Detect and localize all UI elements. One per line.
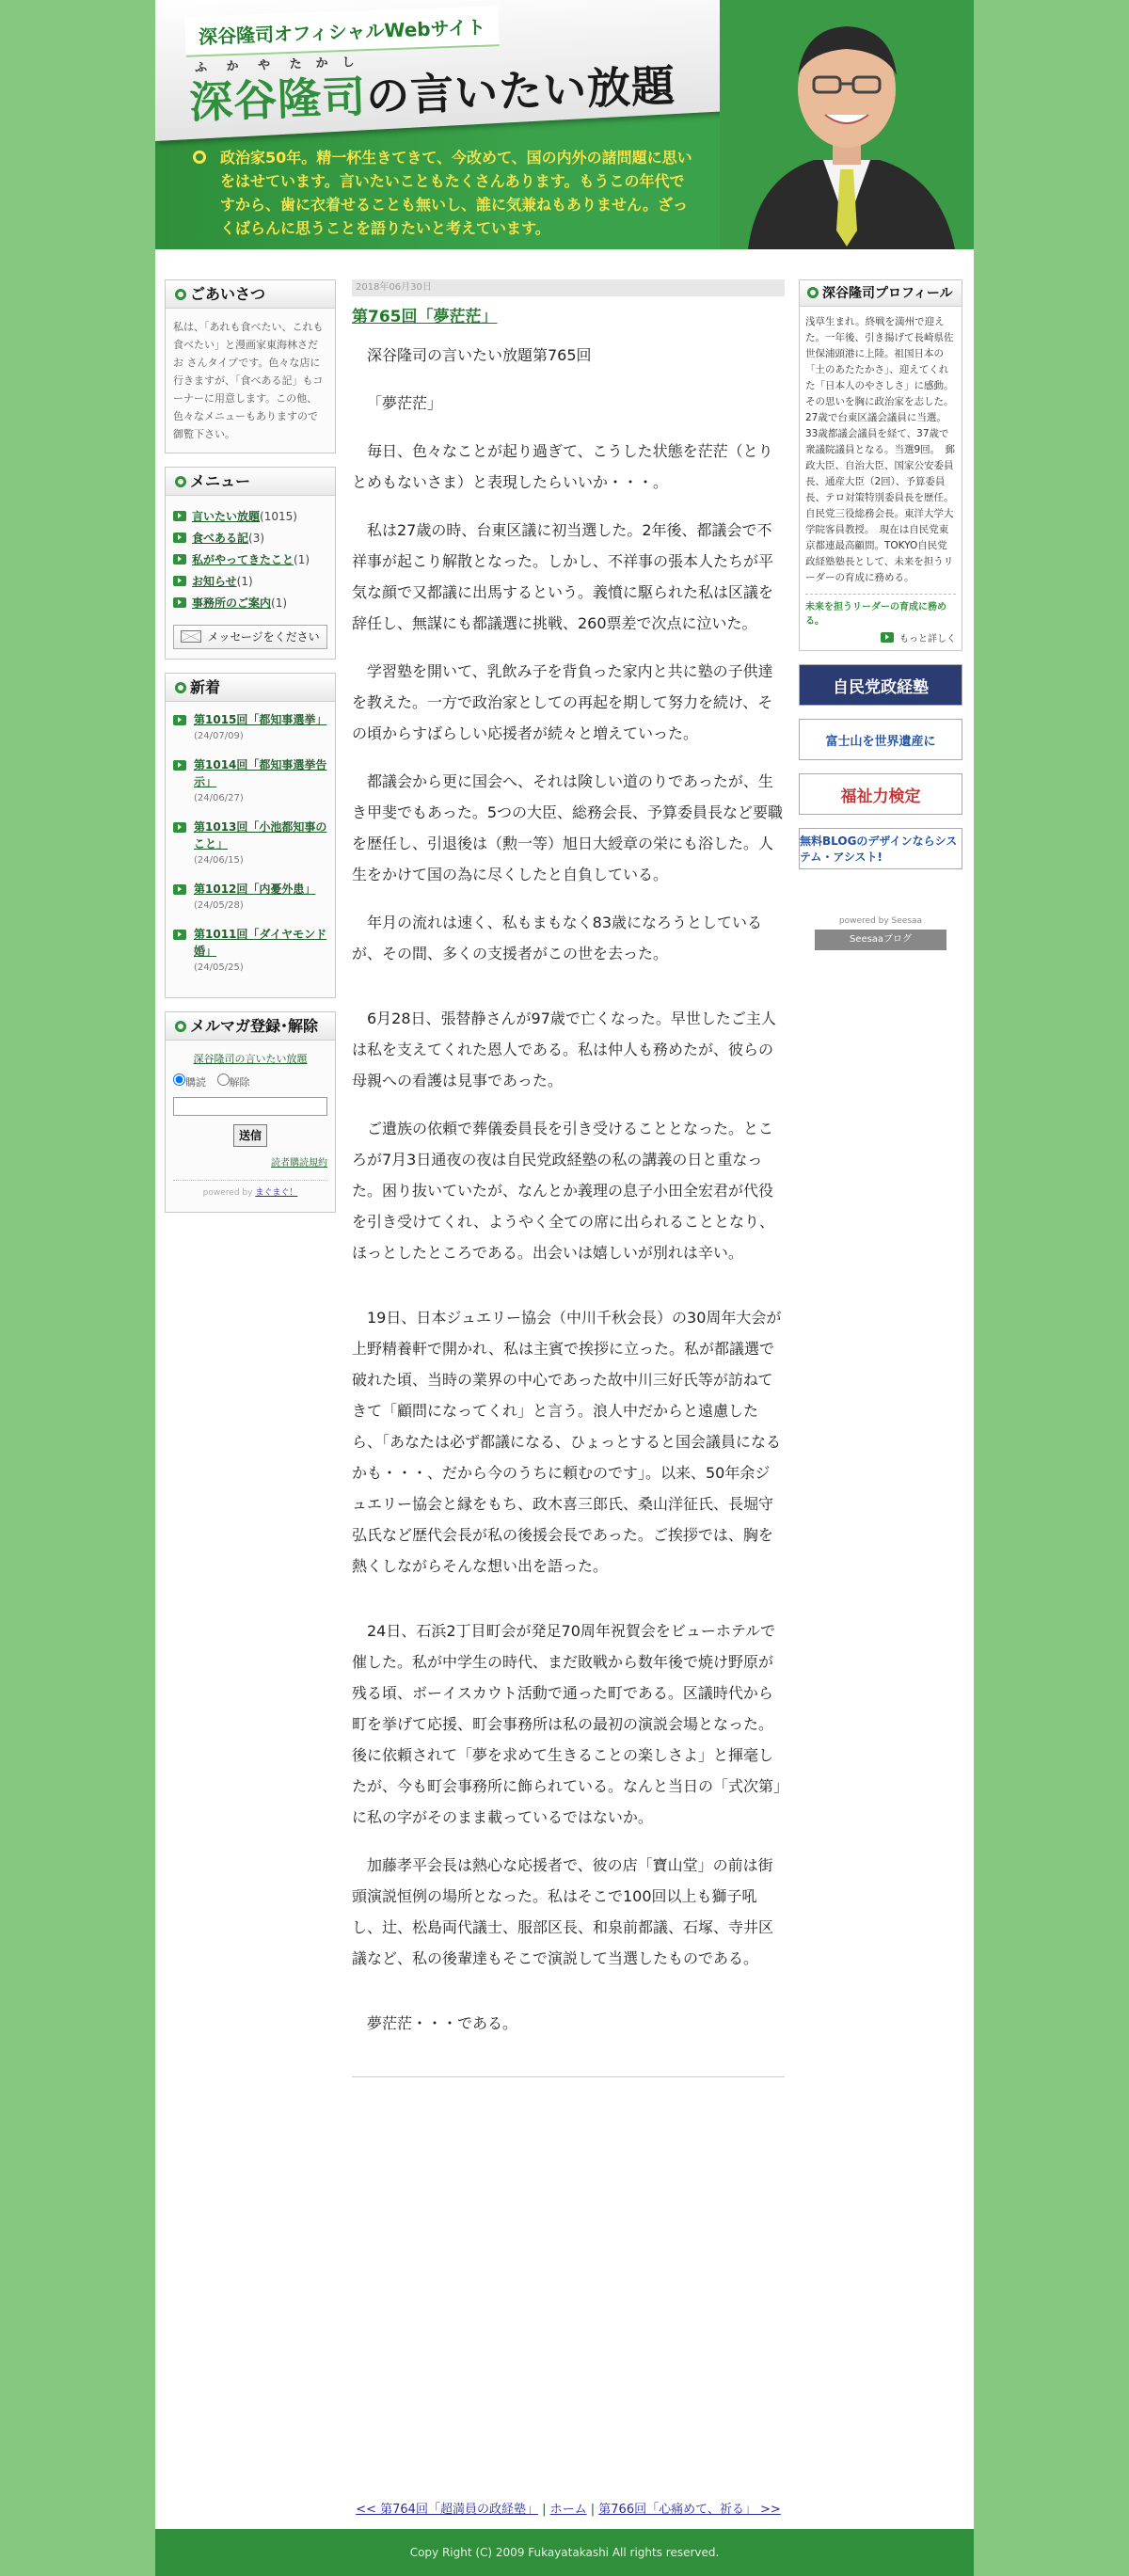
menu-list: [173, 507, 327, 613]
menu-heading: [166, 468, 335, 496]
profile-more-label: もっと詳しく: [899, 634, 956, 644]
menu-item-count: (1): [271, 596, 288, 610]
arrow-icon: [173, 511, 186, 521]
recent-item-link[interactable]: 第1011回「ダイヤモンド婚」: [194, 928, 327, 958]
fujisan-banner[interactable]: 富士山を世界遺産に: [799, 719, 962, 760]
article-paragraph: 毎日、色々なことが起り過ぎて、こうした状態を茫茫（とりとめもないさま）と表現したらいいか・・・。: [352, 442, 773, 491]
greeting-text: 私は、「あれも食べたい、これも食べたい」と漫画家東海林さだお さんタイプです。色々な店に行きますが、「食べある記」もコーナーに用意します。この他、色々なメニューもありますので御覧下さい。: [173, 321, 324, 440]
profile-title: 深谷隆司プロフィール: [822, 286, 953, 301]
recent-item-link[interactable]: 第1014回「都知事選挙告示」: [194, 758, 327, 788]
recent-item[interactable]: [173, 881, 327, 914]
ring-bullet-icon: [193, 151, 206, 164]
article-paragraph: 6月28日、張替静さんが97歳で亡くなった。早世したご主人は私を支えてくれた恩人である。私は仲人も務めたが、彼らの母親への看護は見事であった。: [352, 1010, 776, 1089]
mailmag-name-link[interactable]: 深谷隆司の言いたい放題: [193, 1053, 308, 1065]
next-article-link[interactable]: 第766回「心痛めて、祈る」 >>: [598, 2503, 781, 2517]
arrow-icon: [173, 715, 186, 725]
prev-article-link[interactable]: << 第764回「超満員の政経塾」: [356, 2503, 538, 2517]
article-paragraph: 年月の流れは速く、私もまもなく83歳になろうとしているが、その間、多くの支援者がこの世を去った。: [352, 914, 763, 962]
right-sidebar: [799, 279, 962, 950]
recent-item[interactable]: [173, 819, 327, 869]
menu-item[interactable]: [173, 507, 327, 527]
arrow-icon: [173, 884, 186, 895]
send-button[interactable]: 送信: [233, 1124, 267, 1147]
article-paragraph: 加藤孝平会長は熱心な応援者で、彼の店「寶山堂」の前は街頭演説恒例の場所となった。私はそこで100回以上も獅子吼し、辻、松島両代議士、服部区長、和泉前都議、石塚、寺井区議など、私の後輩達もそこで演説して当選したものである。: [352, 1856, 774, 1967]
spacer: [352, 986, 785, 1003]
article-paragraph: 都議会から更に国会へ、それは険しい道のりであったが、生き甲斐でもあった。5つの大臣、総務会長、予算委員長など要職を歴任し、引退後は（勲一等）旭日大綬章の栄にも浴した。人生をかけて国の為に尽くしたと自負している。: [352, 772, 784, 883]
envelope-icon: [181, 630, 201, 643]
recent-box: [165, 673, 336, 998]
powered-by-label: powered by: [202, 1187, 253, 1198]
recent-heading: [166, 674, 335, 702]
arrow-icon: [173, 533, 186, 543]
mailmag-title: メルマガ登録･解除: [190, 1017, 319, 1035]
recent-item-link[interactable]: 第1012回「内憂外患」: [194, 883, 316, 896]
seesaa-blog-button[interactable]: Seesaaブログ: [815, 930, 946, 950]
menu-title: メニュー: [190, 472, 251, 490]
recent-item-link[interactable]: 第1013回「小池都知事のこと」: [194, 820, 327, 851]
arrow-icon: [173, 597, 186, 608]
article-paragraph: 「夢茫茫」: [367, 394, 443, 412]
article-paragraph: 24日、石浜2丁目町会が発足70周年祝賀会をビューホテルで催した。私が中学生の時代、まだ敗戦から数年後で焼け野原が残る頃、ボーイスカウト活動で通った町である。区議時代から町を挙げて応援、町会事務所は私の最初の演説会場となった。後に依頼されて「夢を求めて生きることの楽しさよ」と揮毫したが、今も町会事務所に飾られている。なんと当日の「式次第」に私の字がそのまま載っているではないか。: [352, 1622, 782, 1826]
arrow-icon: [173, 554, 186, 564]
menu-item-link[interactable]: お知らせ: [192, 575, 237, 588]
recent-item-link[interactable]: 第1015回「都知事選挙」: [194, 713, 327, 726]
home-link[interactable]: ホーム: [549, 2503, 587, 2517]
menu-item[interactable]: [173, 594, 327, 613]
spacer: [352, 1991, 785, 2008]
recent-list: [166, 702, 335, 997]
site-title-name: 深谷隆司: [188, 71, 368, 129]
header-intro: [198, 146, 696, 240]
menu-item-link[interactable]: 私がやってきたこと: [192, 553, 294, 566]
pager: << 第764回「超満員の政経塾」 | ホーム | 第766回「心痛めて、祈る」 >>: [356, 2503, 781, 2517]
mailmag-form: [166, 1041, 335, 1212]
copyright: Copy Right (C) 2009 Fukayatakashi All rights reserved.: [409, 2546, 720, 2559]
terms-link[interactable]: 読者購読規約: [271, 1157, 327, 1169]
system-assist-banner[interactable]: 無料BLOGのデザインならシステム・アシスト!: [799, 828, 962, 869]
email-field[interactable]: [173, 1097, 327, 1116]
recent-item-date: (24/06/15): [194, 855, 244, 866]
site-label[interactable]: 深谷隆司オフィシャルWebサイト: [184, 6, 500, 57]
arrow-icon: [881, 632, 894, 643]
article-divider: [352, 2076, 785, 2077]
ring-bullet-icon: [175, 682, 186, 693]
spacer: [352, 1285, 785, 1302]
greeting-heading: [166, 280, 335, 309]
footer: [155, 2529, 974, 2576]
message-button[interactable]: [173, 625, 327, 649]
menu-body: [166, 496, 335, 659]
greeting-title: ごあいさつ: [190, 285, 266, 303]
left-sidebar: [165, 279, 336, 1226]
site-title-rest: の言いたい放題: [365, 59, 676, 122]
menu-item[interactable]: [173, 550, 327, 570]
menu-box: [165, 467, 336, 660]
menu-item-count: (1): [294, 553, 310, 566]
powered-by: [173, 1180, 327, 1202]
subscribe-radio[interactable]: [173, 1073, 185, 1086]
profile-box: [799, 279, 962, 651]
recent-item-date: (24/06/27): [194, 793, 244, 803]
portrait-image: [720, 0, 974, 249]
site-header: [155, 0, 974, 249]
article: [352, 279, 785, 2077]
arrow-icon: [173, 576, 186, 586]
mailmag-heading: [166, 1012, 335, 1041]
recent-item[interactable]: [173, 711, 327, 745]
menu-item[interactable]: [173, 572, 327, 592]
spacer: [352, 1598, 785, 1615]
article-paragraph: ご遺族の依頼で葬儀委員長を引き受けることとなった。ところが7月3日通夜の夜は自民党政経塾の私の講義の日と重なった。困り抜いていたが、なんとか義理の息子小田全宏君が代役を引き受けてくれ、ようやく全ての席に出られることとなり、ほっとしたところである。出会いは嬉しいが別れは辛い。: [352, 1120, 774, 1262]
page: [155, 0, 974, 2576]
article-paragraph: 深谷隆司の言いたい放題第765回: [367, 346, 592, 364]
menu-item[interactable]: [173, 529, 327, 549]
seesaa-label: powered by Seesaa: [838, 916, 923, 926]
article-paragraph: 夢茫茫・・・である。: [367, 2014, 518, 2032]
arrow-icon: [173, 760, 186, 771]
article-paragraph: 19日、日本ジュエリー協会（中川千秋会長）の30周年大会が上野精養軒で開かれ、私は主賓で挨拶に立った。私が都議選で破れた頃、当時の業界の中心であった故中川三好氏等が訪ねてきて「顧問になってくれ」と言う。浪人中だからと遠慮したら、「あなたは必ず都議になる、ひょっとすると国会議員になるかも・・・、だから今のうちに頼むのです」。以来、50年余ジュエリー協会と縁をもち、政木喜三郎氏、桑山洋征氏、長堀守弘氏など歴代会長が私の後援会長であった。ご挨拶では、胸を熱くしながらそんな想い出を語った。: [352, 1309, 782, 1575]
seesaa-badge: [799, 916, 962, 950]
mag2-link[interactable]: まぐまぐ！: [255, 1187, 298, 1198]
profile-text: 浅草生まれ。終戦を満州で迎えた。一年後、引き揚げて長崎県佐世保浦頭港に上陸。祖国日本の「土のあたたかさ」、迎えてくれた「日本人のやさしさ」に感動。その思いを胸に政治家を志した。 27歳で台東区議会議員に当選。33歳都議会議員を経て、37歳で衆議院議員となる。当選9回。 郵政大臣、自治大臣、国家公安委員長、通産大臣（2回）、予算委員長、テロ対策特別委員長を歴任。自民党三役総務会長。東洋大学大学院客員教授。 現在は自民党東京都連最高顧問。TOKYO自民党政経塾塾長として、未来を担うリーダーの育成に務める。: [805, 316, 959, 583]
ring-bullet-icon: [807, 287, 819, 298]
message-button-label: メッセージをください: [207, 630, 320, 644]
ring-bullet-icon: [175, 289, 186, 300]
recent-item-date: (24/07/09): [194, 731, 244, 741]
profile-more-link[interactable]: [800, 630, 962, 650]
subscribe-label: 購読: [185, 1076, 206, 1089]
ring-bullet-icon: [175, 476, 186, 487]
unsubscribe-label: 解除: [229, 1076, 250, 1089]
fukushi-banner[interactable]: 福祉力検定: [799, 773, 962, 815]
mailmag-box: [165, 1011, 336, 1213]
menu-item-count: (1015): [260, 510, 297, 523]
menu-item-link[interactable]: 言いたい放題: [192, 510, 261, 523]
header-intro-text: 政治家50年。精一杯生きてきて、今改めて、国の内外の諸問題に思いをはせています。言いたいこともたくさんあります。もうこの年代ですから、歯に衣着せることも無いし、誰に気兼ねもありません。ざっくばらんに思うことを語りたいと考えています。: [220, 149, 692, 237]
mailmag-options: [173, 1073, 327, 1091]
unsubscribe-radio[interactable]: [217, 1073, 230, 1086]
menu-item-link[interactable]: 事務所のご案内: [192, 596, 272, 610]
article-title[interactable]: 第765回「夢茫茫」: [352, 308, 498, 326]
recent-item-date: (24/05/28): [194, 900, 244, 911]
profile-tagline: 未来を担うリーダーの育成に務める。: [805, 594, 956, 627]
greeting-box: [165, 279, 336, 453]
arrow-icon: [173, 930, 186, 940]
title-ruby: ふ か や た か し: [194, 56, 356, 75]
ring-bullet-icon: [175, 1021, 186, 1032]
article-paragraph: 私は27歳の時、台東区議に初当選した。2年後、都議会で不祥事が起こり解散となった。しかし、不祥事の張本人たちが平気な顔で又都議に出馬するという。義憤に駆られた私は区議を辞任し、無謀にも都議選に挑戦、260票差で次点に泣いた。: [352, 521, 774, 632]
article-paragraph: 学習塾を開いて、乳飲み子を背負った家内と共に塾の子供達を教えた。一方で政治家としての再起を期して努力を続け、その頃からすばらしい応援者が続々と増えていった。: [352, 662, 773, 742]
recent-title: 新着: [190, 678, 221, 696]
recent-item-date: (24/05/25): [194, 962, 244, 973]
article-date: 2018年06月30日: [352, 279, 785, 296]
menu-item-link[interactable]: 食べある記: [192, 532, 249, 545]
arrow-icon: [173, 822, 186, 833]
profile-heading: [800, 280, 962, 307]
recent-item[interactable]: [173, 926, 327, 977]
menu-item-count: (1): [236, 575, 253, 588]
seikeijuku-banner[interactable]: 自民党政経塾: [799, 664, 962, 706]
menu-item-count: (3): [248, 532, 265, 545]
recent-item[interactable]: [173, 756, 327, 807]
